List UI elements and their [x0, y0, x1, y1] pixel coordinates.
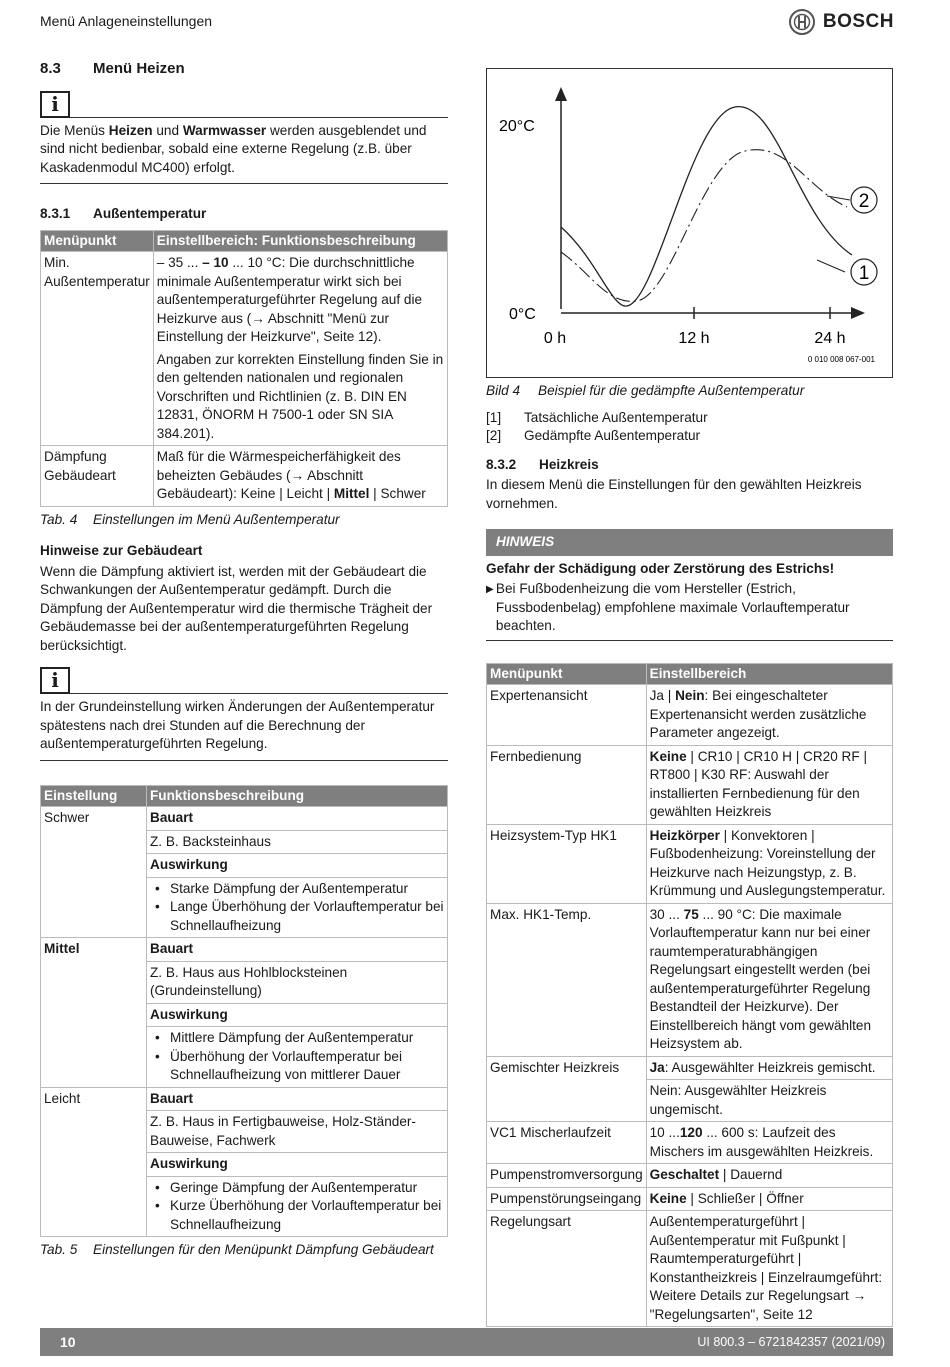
table-row: Pumpenstromversorgung Geschaltet | Dauernd [487, 1164, 893, 1188]
info-icon: i [40, 667, 70, 694]
left-column [40, 60, 448, 1260]
table-row [41, 252, 448, 446]
warning-title: Gefahr der Schädigung oder Zerstörung des Estrichs! [486, 560, 835, 576]
row-label: Min. Außentemperatur [41, 252, 154, 446]
paragraph: In diesem Menü die Einstellungen für den gewählten Heizkreis vornehmen. [486, 477, 862, 511]
x-axis-arrow [851, 307, 865, 319]
warning-label: HINWEIS [486, 529, 893, 556]
info-icon: i [40, 91, 70, 118]
bullet-list [150, 1029, 444, 1085]
table-row: Mittel Bauart [41, 938, 448, 962]
section-8-3-1-heading [40, 205, 448, 224]
figure-4-caption: Bild 4 Beispiel für die gedämpfte Außentemperatur [486, 383, 805, 398]
section-8-3-2-heading [486, 456, 893, 475]
subheading: Hinweise zur Gebäudeart [40, 543, 203, 558]
section-number: 8.3.2 [486, 456, 517, 472]
table-row: Heizsystem-Typ HK1 Heizkörper | Konvektoren | Fußbodenheizung: Voreinstellung der Heizkurve nach Heizungstyp, z. B. Krümmung und Auslegungstemperatur. [487, 824, 893, 903]
legend-item: [1] Tatsächliche Außentemperatur [486, 409, 708, 425]
table-row: VC1 Mischerlaufzeit 10 ...120 ... 600 s: Laufzeit des Mischers im ausgewählten Heizkreis. [487, 1122, 893, 1164]
column-header: Menüpunkt [487, 663, 647, 685]
curve-damped-temperature [561, 150, 847, 302]
table-row: Nein: Ausgewählter Heizkreis ungemischt. [487, 1080, 893, 1122]
table-4-aussentemperatur [40, 230, 448, 507]
column-header: Einstellung [41, 785, 147, 807]
triangle-right-icon: ▶ [486, 584, 494, 595]
info-note-1 [40, 91, 448, 185]
info-note-2 [40, 667, 448, 761]
row-label: Schwer [41, 807, 147, 938]
table-row: Schwer Bauart [41, 807, 448, 831]
table-row: Auswirkung [41, 854, 448, 878]
list-item: • Starke Dämpfung der Außentemperatur [150, 880, 444, 899]
y-label-top: 20°C [499, 118, 535, 135]
right-column [486, 68, 893, 1327]
callout-1-label: 1 [858, 263, 870, 284]
section-number: 8.3 [40, 60, 61, 77]
callout-2-label: 2 [858, 191, 870, 212]
table-row: Auswirkung [41, 1153, 448, 1177]
list-item: • Mittlere Dämpfung der Außentemperatur [150, 1029, 444, 1048]
bosch-logo [789, 9, 894, 35]
column-header: Menüpunkt [41, 230, 154, 252]
row-label: Dämpfung Gebäudeart [41, 446, 154, 507]
paragraph: Wenn die Dämpfung aktiviert ist, werden mit der Gebäudeart die Schwankungen der Außentemperatur gedämpft. Durch die Dämpfung der Außentemperatur wird die thermische Trägheit der Gebäudemasse bei der außentemperaturgeführten Regelung berücksichtigt. [40, 563, 433, 653]
table-row: Max. HK1-Temp. 30 ... 75 ... 90 °C: Die maximale Vorlauftemperatur kann nur bei einer raumtemperaturabhängigen Regelungsart eingestellt werden (bei außentemperaturgeführter Regelung Bestandteil der Heizkurve). Der Einstellbereich hängt vom gewählten Heizsystem ab. [487, 903, 893, 1056]
table-row: Fernbedienung Keine | CR10 | CR10 H | CR20 RF | RT800 | K30 RF: Auswahl der installierten Fernbedienung für den gewählten Heizkreis [487, 745, 893, 824]
table-5-caption: Tab. 5 Einstellungen für den Menüpunkt Dämpfung Gebäudeart [40, 1242, 434, 1257]
x-label-0h: 0 h [543, 330, 567, 347]
note-text: Die Menüs Heizen und Warmwasser werden ausgeblendet und sind nicht bedienbar, sobald eine externe Regelung (z.B. über Kaskadenmodul MC400) erfolgt. [40, 122, 427, 175]
chart-svg [487, 69, 894, 379]
figure-code: 0 010 008 067-001 [807, 355, 875, 364]
row-value: – 35 ... – 10 ... 10 °C: Die durchschnittliche minimale Außentemperatur wirkt sich bei außentemperaturgeführter Regelung auf die Heizkurve aus (→ Abschnitt "Menü zur Einstellung der Heizkurve", Seite 12). Angaben zur korrekten Einstellung finden Sie in den geltenden nationalen und regionalen Vorschriften und Richtlinien (z. B. DIN EN 12831, ÖNORM H 7500-1 oder SN SIA 384.201). [153, 252, 447, 446]
table-4-caption: Tab. 4 Einstellungen im Menü Außentemperatur [40, 511, 340, 527]
list-item: • Überhöhung der Vorlauftemperatur bei Schnellaufheizung von mittlerer Dauer [150, 1048, 444, 1085]
section-title: Menü Heizen [93, 60, 185, 77]
list-item: • Lange Überhöhung der Vorlauftemperatur bei Schnellaufheizung [150, 898, 444, 935]
brand-name: BOSCH [822, 10, 894, 32]
figure-legend [486, 409, 893, 446]
note-rule [70, 117, 448, 118]
table-row: Regelungsart Außentemperaturgeführt | Außentemperatur mit Fußpunkt | Raumtemperaturgeführt | Konstantheizkreis | Einzelraumgeführt: Weitere Details zur Regelungsart → "Regelungsarten", Seite 12 [487, 1211, 893, 1327]
table-row: Expertenansicht Ja | Nein: Bei eingeschalteter Expertenansicht werden zusätzliche Parameter angezeigt. [487, 685, 893, 746]
figure-4-chart [486, 68, 893, 378]
x-label-24h: 24 h [814, 330, 846, 347]
table-row: Pumpenstörungseingang Keine | Schließer | Öffner [487, 1187, 893, 1211]
table-header-row [41, 785, 448, 807]
y-axis-arrow [555, 87, 567, 101]
warning-instruction: ▶ Bei Fußbodenheizung die vom Hersteller (Estrich, Fussbodenbelag) empfohlene maximale Vorlauftemperatur beachten. [486, 580, 893, 636]
list-item: • Geringe Dämpfung der Außentemperatur [150, 1179, 444, 1198]
x-label-12h: 12 h [678, 330, 710, 347]
page-header-title: Menü Anlageneinstellungen [40, 13, 213, 29]
note-rule [70, 693, 448, 694]
warning-body [486, 560, 893, 641]
list-item: • Kurze Überhöhung der Vorlauftemperatur bei Schnellaufheizung [150, 1197, 444, 1234]
table-header-row [487, 663, 893, 685]
page-footer [40, 1328, 893, 1356]
table-header-row [41, 230, 448, 252]
bosch-armature-icon [789, 9, 815, 35]
bullet-list [150, 1179, 444, 1235]
curve-actual-temperature [561, 107, 852, 307]
y-label-bottom: 0°C [509, 306, 536, 323]
column-header: Einstellbereich: Funktionsbeschreibung [153, 230, 447, 252]
section-title: Außentemperatur [93, 206, 207, 221]
table-row: Z. B. Haus aus Hohlblocksteinen (Grundeinstellung) [41, 961, 448, 1003]
document-id: UI 800.3 – 6721842357 (2021/09) [697, 1334, 885, 1349]
callout-1-leader [817, 260, 845, 272]
row-label: Mittel [44, 941, 80, 956]
row-value: Maß für die Wärmespeicherfähigkeit des beheizten Gebäudes (→ Abschnitt Gebäudeart): Keine | Leicht | Mittel | Schwer [153, 446, 447, 507]
table-5-gebaeudeart [40, 785, 448, 1238]
section-title: Heizkreis [539, 456, 599, 472]
bullet-list [150, 880, 444, 936]
legend-item: [2] Gedämpfte Außentemperatur [486, 428, 701, 443]
column-header: Einstellbereich [646, 663, 892, 685]
section-8-3-heading [40, 60, 448, 79]
table-row: Auswirkung [41, 1003, 448, 1027]
section-number: 8.3.1 [40, 206, 71, 221]
column-header: Funktionsbeschreibung [147, 785, 448, 807]
hinweise-gebaeudeart [40, 542, 448, 655]
note-text: In der Grundeinstellung wirken Änderungen der Außentemperatur spätestens nach drei Stunden auf die Berechnung der außentemperaturgeführten Regelung. [40, 699, 435, 751]
table-row: Gemischter Heizkreis Ja: Ausgewählter Heizkreis gemischt. [487, 1056, 893, 1080]
table-row [41, 446, 448, 507]
table-heizkreis [486, 663, 893, 1328]
row-label: Leicht [41, 1087, 147, 1237]
table-row: Leicht Bauart [41, 1087, 448, 1111]
page-number: 10 [60, 1333, 76, 1350]
table-row: Z. B. Haus in Fertigbauweise, Holz-Ständer-Bauweise, Fachwerk [41, 1111, 448, 1153]
table-row: Z. B. Backsteinhaus [41, 830, 448, 854]
